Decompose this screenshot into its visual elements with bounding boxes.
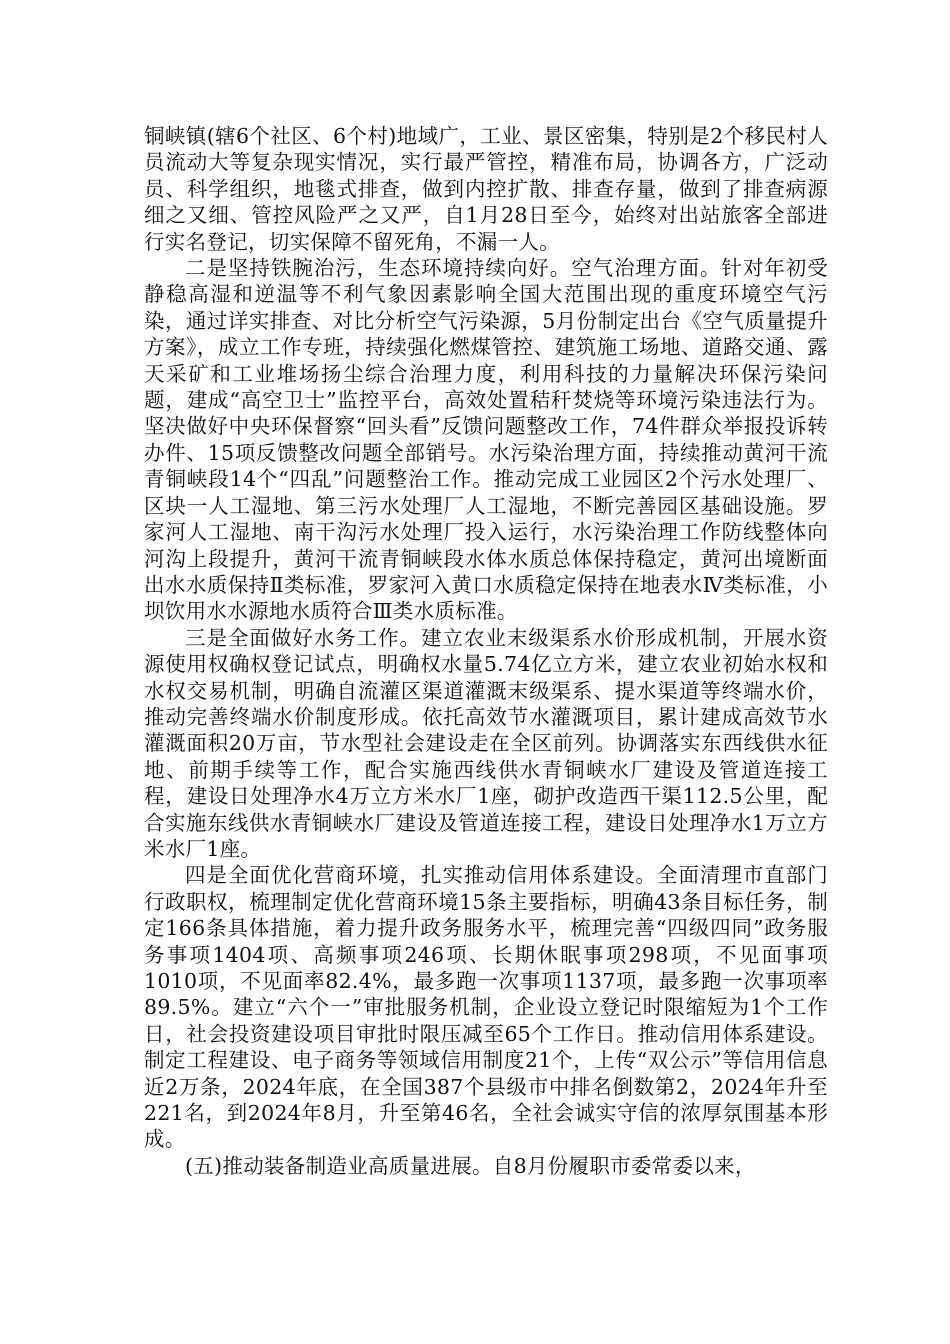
paragraph-continuation: 铜峡镇(辖6个社区、6个村)地域广，工业、景区密集，特别是2个移民村人员流动大等复杂现实情况，实行最严管控，精准布局，协调各方，广泛动员、科学组织，地毯式排查，做到内控扩散、排查存量，做到了排查病源细之又细、管控风险严之又严，自1月28日至今，始终对出站旅客全部进行实名登记，切实保障不留死角，不漏一人。	[144, 124, 828, 254]
document-body	[144, 123, 828, 1179]
paragraph-business-environment: 四是全面优化营商环境，扎实推动信用体系建设。全面清理市直部门行政职权，梳理制定优化营商环境15条主要指标，明确43条目标任务，制定166条具体措施，着力提升政务服务水平，梳理完善“四级四同”政务服务事项1404项、高频事项246项、长期休眠事项298项，不见面事项1010项，不见面率82.4%，最多跑一次事项1137项，最多跑一次事项率89.5%。建立“六个一”审批服务机制，企业设立登记时限缩短为1个工作日，社会投资建设项目审批时限压减至65个工作日。推动信用体系建设。制定工程建设、电子商务等领域信用制度21个，上传“双公示”等信用信息近2万条，2024年底，在全国387个县级市中排名倒数第2，2024年升至221名，到2024年8月，升至第46名，全社会诚实守信的浓厚氛围基本形成。	[144, 863, 828, 1152]
paragraph-water-affairs: 三是全面做好水务工作。建立农业末级渠系水价形成机制，开展水资源使用权确权登记试点，明确权水量5.74亿立方米，建立农业初始水权和水权交易机制，明确自流灌区渠道灌溉末级渠系、提水渠道等终端水价，推动完善终端水价制度形成。依托高效节水灌溉项目，累计建成高效节水灌溉面积20万亩，节水型社会建设走在全区前列。协调落实东西线供水征地、前期手续等工作，配合实施西线供水青铜峡水厂建设及管道连接工程，建设日处理净水4万立方米水厂1座，砌护改造西干渠112.5公里，配合实施东线供水青铜峡水厂建设及管道连接工程，建设日处理净水1万立方米水厂1座。	[144, 625, 828, 861]
paragraph-environment: 二是坚持铁腕治污，生态环境持续向好。空气治理方面。针对年初受静稳高湿和逆温等不利气象因素影响全国大范围出现的重度环境空气污染，通过详实排查、对比分析空气污染源，5月份制定出台《空气质量提升方案》，成立工作专班，持续强化燃煤管控、建筑施工场地、道路交通、露天采矿和工业堆场扬尘综合治理力度，利用科技的力量解决环保污染问题，建成“高空卫士”监控平台，高效处置秸秆焚烧等环境污染违法行为。坚决做好中央环保督察“回头看”反馈问题整改工作，74件群众举报投诉转办件、15项反馈整改问题全部销号。水污染治理方面，持续推动黄河干流青铜峡段14个“四乱”问题整治工作。推动完成工业园区2个污水处理厂、区块一人工湿地、第三污水处理厂人工湿地，不断完善园区基础设施。罗家河人工湿地、南干沟污水处理厂投入运行，水污染治理工作防线整体向河沟上段提升，黄河干流青铜峡段水体水质总体保持稳定，黄河出境断面出水水质保持Ⅱ类标准，罗家河入黄口水质稳定保持在地表水Ⅳ类标准，小坝饮用水水源地水质符合Ⅲ类水质标准。	[144, 256, 828, 624]
paragraph-section-five: (五)推动装备制造业高质量进展。自8月份履职市委常委以来，	[185, 1153, 756, 1178]
